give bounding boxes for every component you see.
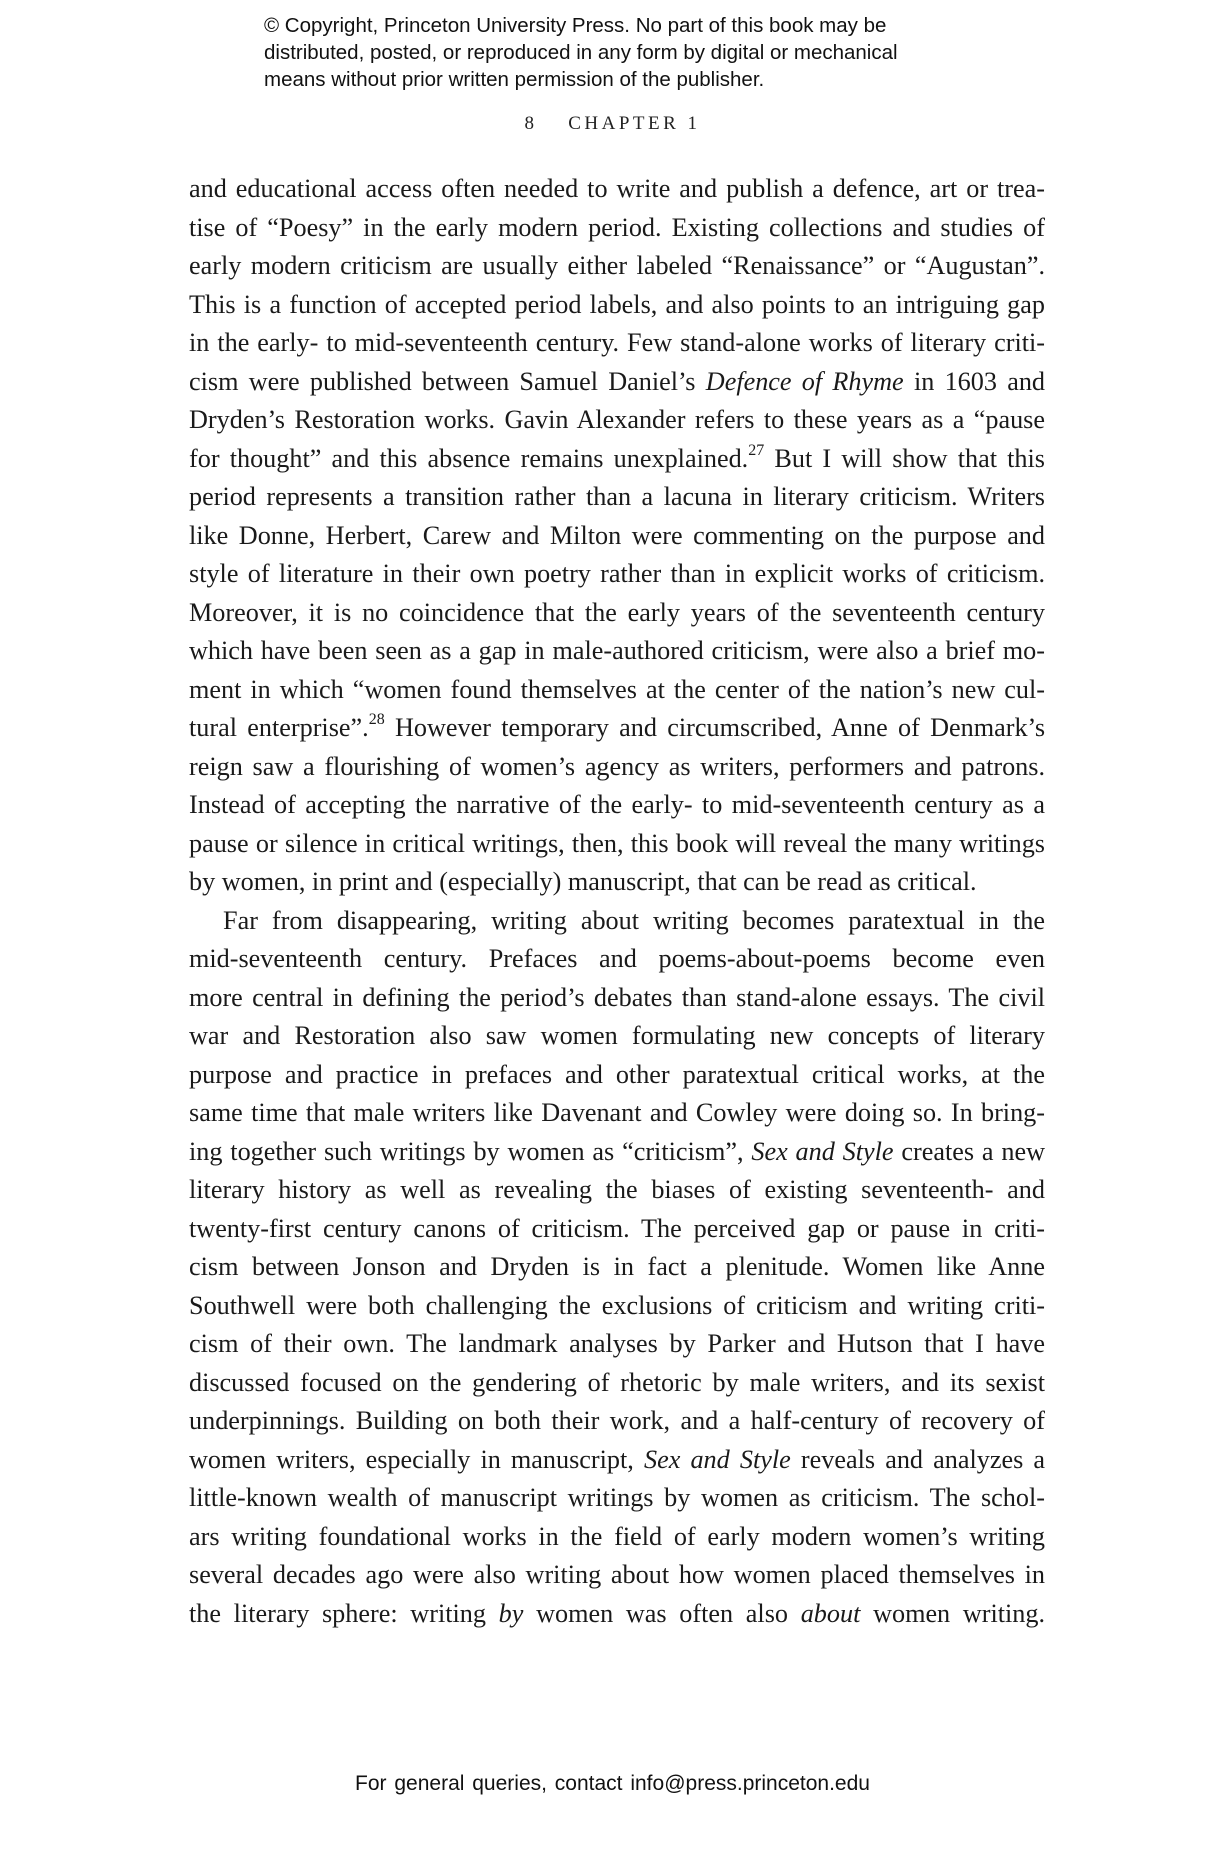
text-run: underpinnings. Building on both their work, and a half-century of recovery of xyxy=(189,1406,1045,1435)
text-run: pause or silence in critical writings, then, this book will reveal the many writings xyxy=(189,828,1045,858)
text-run: cism were published between Samuel Daniel’s xyxy=(189,366,696,396)
text-line xyxy=(189,1133,1045,1172)
text-run: by women, in print and (especially) manuscript, that can be read as critical. xyxy=(189,867,977,896)
text-run: ment in which “women found themselves at the center of the nation’s new cul- xyxy=(189,674,1045,704)
text-run: like Donne, Herbert, Carew and Milton were commenting on the purpose and xyxy=(189,520,1045,550)
footnote-ref[interactable]: 28 xyxy=(368,711,385,729)
copyright-notice xyxy=(264,12,1024,93)
text-run: Southwell were both challenging the exclusions of criticism and writing criti- xyxy=(189,1290,1045,1320)
text-line xyxy=(189,324,1045,363)
text-run: mid-seventeenth century. Prefaces and poems-about-poems become even xyxy=(189,944,1045,973)
italic-emphasis: about xyxy=(800,1598,861,1628)
text-run: women writers, especially in manuscript, xyxy=(189,1444,634,1474)
text-line xyxy=(189,1556,1045,1595)
text-run: and educational access often needed to write and publish a defence, art or trea- xyxy=(189,174,1045,203)
text-run: However temporary and circumscribed, Anne of Denmark’s xyxy=(395,713,1046,742)
text-run: Dryden’s Restoration works. Gavin Alexander refers to these years as a “pause xyxy=(189,405,1045,434)
text-run: ing together such writings by women as “criticism”, xyxy=(189,1136,744,1166)
text-run: tural enterprise”. xyxy=(189,713,369,742)
italic-title: Sex and Style xyxy=(751,1136,894,1166)
text-line xyxy=(189,1325,1045,1364)
text-line xyxy=(189,440,1045,479)
text-line xyxy=(189,1441,1045,1480)
text-line xyxy=(189,401,1045,440)
text-run: This is a function of accepted period labels, and also points to an intriguing gap xyxy=(189,289,1045,319)
copyright-line: means without prior written permission of the publisher. xyxy=(264,68,765,91)
text-run: reveals and analyzes a xyxy=(800,1444,1046,1474)
italic-title: Sex and Style xyxy=(644,1444,791,1474)
text-run: Far from disappearing, writing about writing becomes paratextual in the xyxy=(223,905,1045,935)
text-run: creates a new xyxy=(901,1136,1046,1166)
chapter-label: CHAPTER 1 xyxy=(568,113,701,134)
copyright-line: distributed, posted, or reproduced in any form by digital or mechanical xyxy=(264,41,898,64)
text-line xyxy=(189,170,1045,209)
text-run: several decades ago were also writing about how women placed themselves in xyxy=(189,1560,1045,1589)
text-line xyxy=(189,1364,1045,1403)
text-line xyxy=(189,209,1045,248)
text-line xyxy=(189,1595,1045,1634)
text-run: ars writing foundational works in the field of early modern women’s writing xyxy=(189,1521,1045,1551)
text-run: period represents a transition rather than a lacuna in literary criticism. Writers xyxy=(189,482,1045,511)
text-run: Moreover, it is no coincidence that the early years of the seventeenth century xyxy=(189,597,1045,627)
text-run: for thought” and this absence remains unexplained. xyxy=(189,443,749,473)
page-number: 8 xyxy=(524,113,534,134)
text-run: But I will show that this xyxy=(774,443,1045,473)
text-line xyxy=(189,478,1045,517)
text-line xyxy=(189,863,1045,902)
footnote-ref[interactable]: 27 xyxy=(748,441,765,459)
italic-emphasis: by xyxy=(498,1598,524,1628)
text-run: Instead of accepting the narrative of the early- to mid-seventeenth century as a xyxy=(189,790,1045,819)
text-line xyxy=(189,748,1045,787)
text-run: which have been seen as a gap in male-authored criticism, were also a brief mo- xyxy=(189,636,1045,665)
italic-title: Defence of Rhyme xyxy=(705,366,904,396)
text-run: women was often also xyxy=(536,1598,788,1628)
text-run: war and Restoration also saw women formulating new concepts of literary xyxy=(189,1021,1045,1050)
text-line xyxy=(189,363,1045,402)
text-run: the literary sphere: writing xyxy=(189,1598,486,1628)
copyright-line: © Copyright, Princeton University Press. No part of this book may be xyxy=(264,14,887,37)
text-run: early modern criticism are usually either labeled “Renaissance” or “Augustan”. xyxy=(189,251,1045,280)
text-line xyxy=(189,786,1045,825)
text-line xyxy=(189,517,1045,556)
text-run: discussed focused on the gendering of rhetoric by male writers, and its sexist xyxy=(189,1367,1045,1397)
text-run: same time that male writers like Davenant and Cowley were doing so. In bring- xyxy=(189,1098,1045,1127)
running-head xyxy=(0,113,1225,135)
text-line xyxy=(189,555,1045,594)
text-line xyxy=(189,1479,1045,1518)
text-line xyxy=(189,1287,1045,1326)
text-line xyxy=(189,594,1045,633)
text-run: little-known wealth of manuscript writings by women as criticism. The schol- xyxy=(189,1483,1045,1512)
text-run: tise of “Poesy” in the early modern period. Existing collections and studies of xyxy=(189,212,1045,242)
text-line xyxy=(189,940,1045,979)
text-run: in the early- to mid-seventeenth century. Few stand-alone works of literary criti- xyxy=(189,328,1045,357)
text-run: style of literature in their own poetry rather than in explicit works of criticism. xyxy=(189,559,1045,588)
text-run: more central in defining the period’s debates than stand-alone essays. The civil xyxy=(189,982,1045,1012)
text-line xyxy=(189,286,1045,325)
text-line xyxy=(189,671,1045,710)
text-run: reign saw a flourishing of women’s agency as writers, performers and patrons. xyxy=(189,751,1045,781)
text-line xyxy=(189,247,1045,286)
text-line xyxy=(189,632,1045,671)
text-line xyxy=(189,1402,1045,1441)
body-text xyxy=(189,170,1045,1633)
text-line xyxy=(189,1518,1045,1557)
text-line xyxy=(189,1094,1045,1133)
text-run: in 1603 and xyxy=(913,366,1046,396)
text-line xyxy=(189,902,1045,941)
text-line xyxy=(189,979,1045,1018)
text-line xyxy=(189,1017,1045,1056)
text-run: cism of their own. The landmark analyses by Parker and Hutson that I have xyxy=(189,1329,1045,1358)
text-line xyxy=(189,1210,1045,1249)
text-line xyxy=(189,709,1045,748)
text-line xyxy=(189,825,1045,864)
text-run: cism between Jonson and Dryden is in fact a plenitude. Women like Anne xyxy=(189,1252,1045,1281)
text-run: twenty-first century canons of criticism. The perceived gap or pause in criti- xyxy=(189,1213,1045,1243)
text-line xyxy=(189,1056,1045,1095)
text-line xyxy=(189,1171,1045,1210)
text-line xyxy=(189,1248,1045,1287)
text-run: women writing. xyxy=(873,1598,1046,1628)
text-run: literary history as well as revealing the biases of existing seventeenth- and xyxy=(189,1175,1045,1204)
footer-contact: For general queries, contact info@press.princeton.edu xyxy=(355,1772,870,1795)
text-run: purpose and practice in prefaces and other paratextual critical works, at the xyxy=(189,1059,1045,1089)
